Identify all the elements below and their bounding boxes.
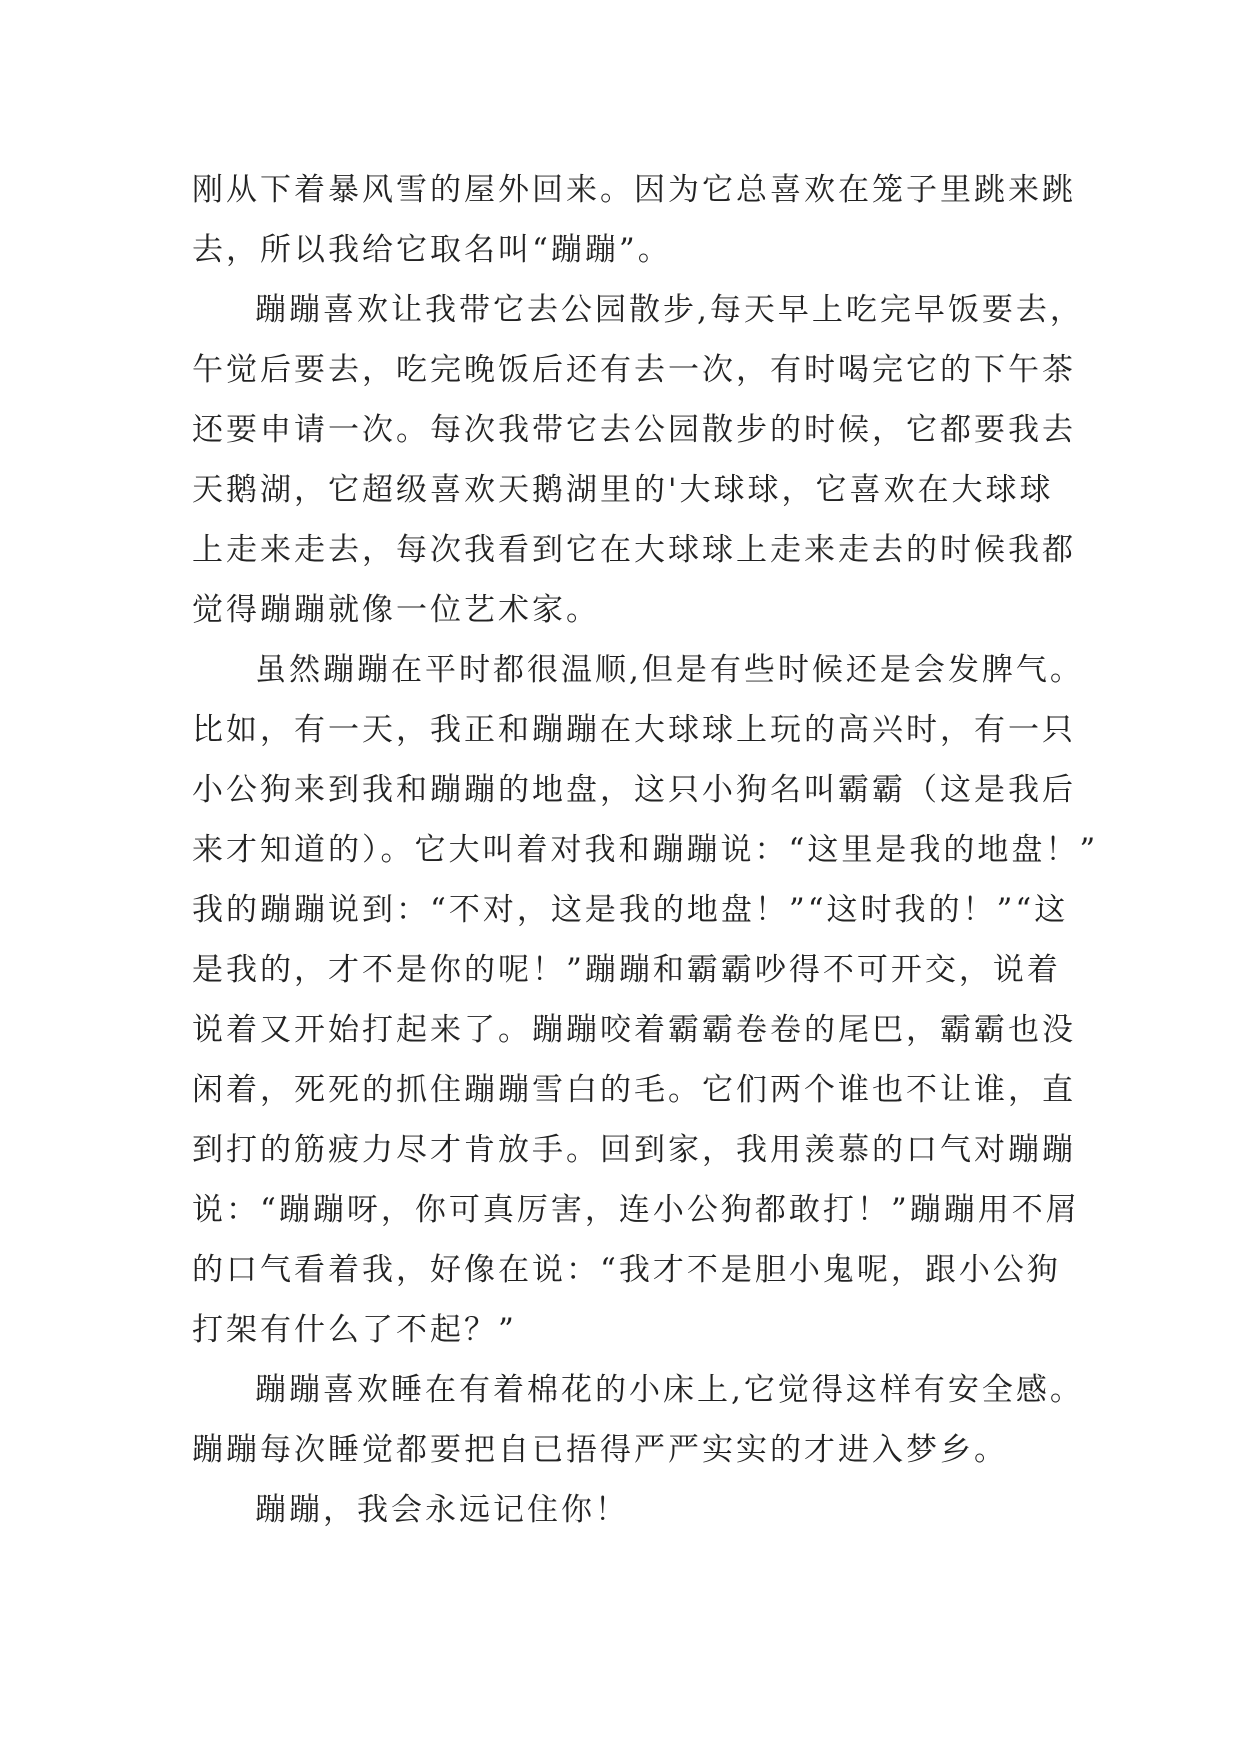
text-line: 说：“蹦蹦呀，你可真厉害，连小公狗都敢打！”蹦蹦用不屑 (192, 1192, 1080, 1228)
text-line: 午觉后要去，吃完晚饭后还有去一次，有时喝完它的下午茶 (192, 352, 1076, 388)
text-line: 上走来走去，每次我看到它在大球球上走来走去的时候我都 (192, 532, 1076, 568)
text-line: 蹦蹦每次睡觉都要把自已捂得严严实实的才进入梦乡。 (192, 1432, 1008, 1468)
text-line: 到打的筋疲力尽才肯放手。回到家，我用羡慕的口气对蹦蹦 (192, 1132, 1076, 1168)
text-line: 去，所以我给它取名叫“蹦蹦”。 (192, 232, 672, 268)
article-body (192, 160, 1099, 1540)
text-line: 是我的，才不是你的呢！”蹦蹦和霸霸吵得不可开交，说着 (192, 952, 1061, 988)
text-line: 刚从下着暴风雪的屋外回来。因为它总喜欢在笼子里跳来跳 (192, 172, 1076, 208)
text-line: 还要申请一次。每次我带它去公园散步的时候，它都要我去 (192, 412, 1076, 448)
text-line: 的口气看着我，好像在说：“我才不是胆小鬼呢，跟小公狗 (192, 1252, 1061, 1288)
text-line: 打架有什么了不起？” (192, 1312, 517, 1348)
text-line: 蹦蹦喜欢让我带它去公园散步,每天早上吃完早饭要去， (255, 292, 1084, 328)
text-line: 小公狗来到我和蹦蹦的地盘，这只小狗名叫霸霸（这是我后 (192, 772, 1076, 808)
text-line: 虽然蹦蹦在平时都很温顺,但是有些时候还是会发脾气。 (255, 652, 1084, 688)
text-line: 蹦蹦，我会永远记住你！ (255, 1492, 629, 1528)
text-line: 觉得蹦蹦就像一位艺术家。 (192, 592, 600, 628)
text-line: 来才知道的）。它大叫着对我和蹦蹦说：“这里是我的地盘！” (192, 832, 1099, 868)
text-line: 天鹅湖，它超级喜欢天鹅湖里的'大球球，它喜欢在大球球 (192, 472, 1054, 508)
text-line: 说着又开始打起来了。蹦蹦咬着霸霸卷卷的尾巴，霸霸也没 (192, 1012, 1076, 1048)
text-line: 我的蹦蹦说到：“不对，这是我的地盘！”“这时我的！”“这 (192, 892, 1069, 928)
text-line: 蹦蹦喜欢睡在有着棉花的小床上,它觉得这样有安全感。 (255, 1372, 1084, 1408)
text-line: 闲着，死死的抓住蹦蹦雪白的毛。它们两个谁也不让谁，直 (192, 1072, 1076, 1108)
text-line: 比如，有一天，我正和蹦蹦在大球球上玩的高兴时，有一只 (192, 712, 1076, 748)
